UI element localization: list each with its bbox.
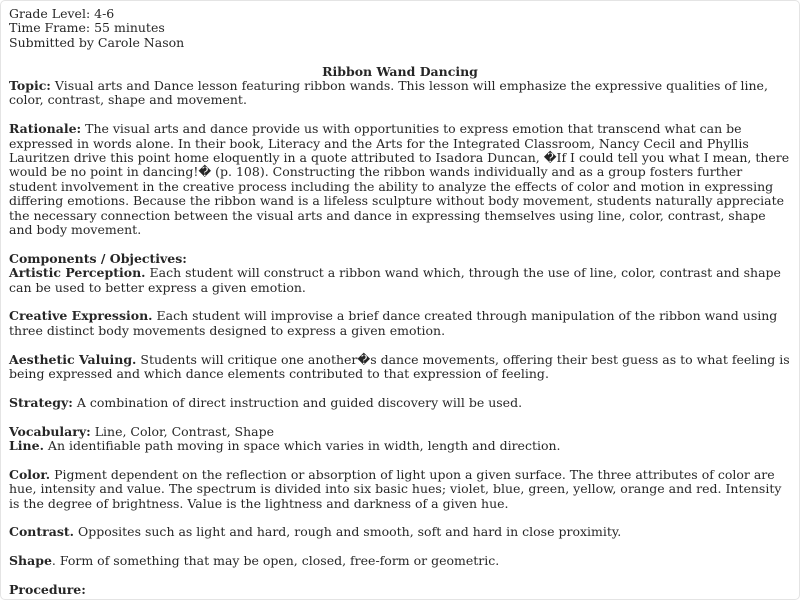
creative-expression-paragraph bbox=[9, 309, 791, 338]
vocabulary-line bbox=[9, 425, 791, 439]
text-run-bold: Vocabulary: bbox=[9, 423, 91, 439]
text-run-bold: Topic: bbox=[9, 78, 51, 94]
text-run: An identifiable path moving in space which varies in width, length and direction. bbox=[43, 438, 561, 454]
color-definition bbox=[9, 468, 791, 511]
text-run-bold: Procedure: bbox=[9, 582, 86, 598]
document-body bbox=[9, 7, 791, 597]
aesthetic-valuing-paragraph bbox=[9, 353, 791, 382]
document-title bbox=[9, 65, 791, 79]
text-run: The visual arts and dance provide us with opportunities to express emotion that transcend what can be expressed in words alone. In their book, Literacy and the Arts for the Integrated Classroom, Nancy Cecil and Phyllis Lauritzen drive this point home eloquently in a quote attributed to Isadora Duncan, �If I could tell you what I mean, there would be no point in dancing!� (p. 108). Constructing the ribbon wands individually and as a group fosters further student involvement in the creative process including the ability to analyze the effects of color and motion in expressing differing emotions. Because the ribbon wand is a lifeless sculpture without body movement, students naturally appreciate the necessary connection between the visual arts and dance in expressing themselves using line, color, contrast, shape and body movement. bbox=[9, 121, 790, 238]
meta-line-grade-level bbox=[9, 7, 791, 21]
text-run-bold: Color. bbox=[9, 466, 51, 482]
text-run-bold: Creative Expression. bbox=[9, 308, 153, 324]
contrast-definition bbox=[9, 525, 791, 539]
text-run-bold: Aesthetic Valuing. bbox=[9, 351, 137, 367]
text-run: Grade Level: 4-6 bbox=[9, 6, 115, 21]
procedure-heading bbox=[9, 583, 791, 597]
text-run: Students will critique one another�s dance movements, offering their best guess as to what feeling is being expressed and which dance elements contributed to that expression of feeling. bbox=[9, 351, 790, 382]
text-run-bold: Shape bbox=[9, 553, 52, 569]
topic-paragraph bbox=[9, 79, 791, 108]
text-run: Each student will improvise a brief dance created through manipulation of the ribbon wand using three distinct body movements designed to express a given emotion. bbox=[9, 308, 778, 338]
text-run-bold: Components / Objectives: bbox=[9, 250, 187, 266]
text-run: Visual arts and Dance lesson featuring ribbon wands. This lesson will emphasize the expressive qualities of line, color, contrast, shape and movement. bbox=[9, 78, 768, 108]
text-run-bold: Strategy: bbox=[9, 394, 73, 410]
shape-definition bbox=[9, 554, 791, 568]
text-run: Line, Color, Contrast, Shape bbox=[90, 423, 275, 439]
text-run: Submitted by Carole Nason bbox=[9, 34, 185, 50]
text-run-bold: Rationale: bbox=[9, 121, 82, 137]
text-run-bold: Contrast. bbox=[9, 524, 74, 540]
text-run-bold: Line. bbox=[9, 438, 44, 454]
text-run: Opposites such as light and hard, rough and smooth, soft and hard in close proximity. bbox=[74, 524, 622, 540]
components-objectives-heading bbox=[9, 252, 791, 266]
text-run: A combination of direct instruction and guided discovery will be used. bbox=[72, 394, 523, 410]
text-run-bold: Ribbon Wand Dancing bbox=[322, 63, 478, 79]
text-run: Each student will construct a ribbon wand which, through the use of line, color, contrast and shape can be used to better express a given emotion. bbox=[9, 265, 781, 295]
text-run: Pigment dependent on the reflection or absorption of light upon a given surface. The three attributes of color are hue, intensity and value. The spectrum is divided into six basic hues; violet, blue, green, yellow, orange and red. Intensity is the degree of brightness. Value is the lightness and darkness of a given hue. bbox=[9, 466, 782, 511]
meta-line-submitted-by bbox=[9, 36, 791, 50]
meta-line-time-frame bbox=[9, 21, 791, 35]
artistic-perception-paragraph bbox=[9, 266, 791, 295]
rationale-paragraph bbox=[9, 122, 791, 237]
text-run: Time Frame: 55 minutes bbox=[9, 20, 165, 36]
strategy-paragraph bbox=[9, 396, 791, 410]
text-run-bold: Artistic Perception. bbox=[9, 265, 146, 281]
text-run: . Form of something that may be open, closed, free-form or geometric. bbox=[51, 553, 500, 569]
line-definition bbox=[9, 439, 791, 453]
